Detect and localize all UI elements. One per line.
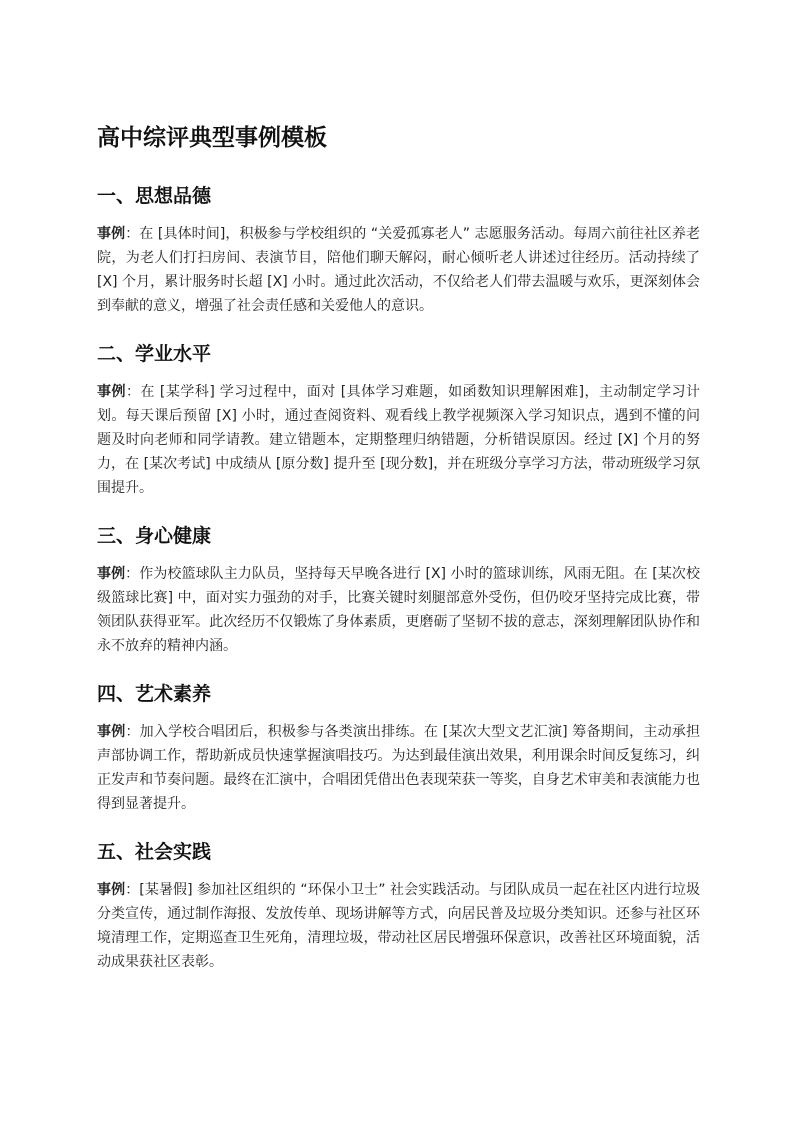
document-title: 高中综评典型事例模板 <box>97 125 327 151</box>
section-heading: 一、思想品德 <box>97 185 212 207</box>
section-body <box>97 222 700 318</box>
section-academic-level <box>97 340 700 500</box>
example-text: ：[某暑假] 参加社区组织的 “环保小卫士” 社会实践活动。与团队成员一起在社区内进行垃圾分类宣传，通过制作海报、发放传单、现场讲解等方式，向居民普及垃圾分类知识。还参与社区环境清理工作，定期巡查卫生死角，清理垃圾，带动社区居民增强环保意识，改善社区环境面貌，活动成果获社区表彰。 <box>97 882 701 970</box>
section-body <box>97 562 700 658</box>
section-body <box>97 380 700 500</box>
section-social-practice <box>97 838 700 974</box>
example-label: 事例 <box>97 384 126 400</box>
section-moral-character <box>97 182 700 318</box>
example-text: ：在 [具体时间]，积极参与学校组织的 “关爱孤寡老人” 志愿服务活动。每周六前往社区养老院，为老人们打扫房间、表演节目，陪他们聊天解闷，耐心倾听老人讲述过往经历。活动持续了 [X] 个月，累计服务时长超 [X] 小时。通过此次活动，不仅给老人们带去温暖与欢乐，更深刻体会到奉献的意义，增强了社会责任感和关爱他人的意识。 <box>97 226 700 314</box>
section-heading: 二、学业水平 <box>97 343 212 365</box>
example-label: 事例 <box>97 724 126 740</box>
section-artistic-literacy <box>97 680 700 816</box>
example-label: 事例 <box>97 566 126 582</box>
section-body <box>97 878 700 974</box>
document-page <box>97 122 700 996</box>
example-label: 事例 <box>97 226 126 242</box>
example-text: ：作为校篮球队主力队员，坚持每天早晚各进行 [X] 小时的篮球训练，风雨无阻。在 [某次校级篮球比赛] 中，面对实力强劲的对手，比赛关键时刻腿部意外受伤，但仍咬牙坚持完成比赛，带领团队获得亚军。此次经历不仅锻炼了身体素质，更磨砺了坚韧不拔的意志，深刻理解团队协作和永不放弃的精神内涵。 <box>97 566 700 654</box>
example-text: ：在 [某学科] 学习过程中，面对 [具体学习难题，如函数知识理解困难]，主动制定学习计划。每天课后预留 [X] 小时，通过查阅资料、观看线上教学视频深入学习知识点，遇到不懂的问题及时向老师和同学请教。建立错题本，定期整理归纳错题，分析错误原因。经过 [X] 个月的努力，在 [某次考试] 中成绩从 [原分数] 提升至 [现分数]，并在班级分享学习方法，带动班级学习氛围提升。 <box>97 384 701 496</box>
section-body <box>97 720 700 816</box>
section-physical-mental-health <box>97 522 700 658</box>
example-text: ：加入学校合唱团后，积极参与各类演出排练。在 [某次大型文艺汇演] 筹备期间，主动承担声部协调工作，帮助新成员快速掌握演唱技巧。为达到最佳演出效果，利用课余时间反复练习，纠正发声和节奏问题。最终在汇演中，合唱团凭借出色表现荣获一等奖，自身艺术审美和表演能力也得到显著提升。 <box>97 724 701 812</box>
section-heading: 五、社会实践 <box>97 841 212 863</box>
section-heading: 四、艺术素养 <box>97 683 212 705</box>
example-label: 事例 <box>97 882 126 898</box>
section-heading: 三、身心健康 <box>97 525 212 547</box>
